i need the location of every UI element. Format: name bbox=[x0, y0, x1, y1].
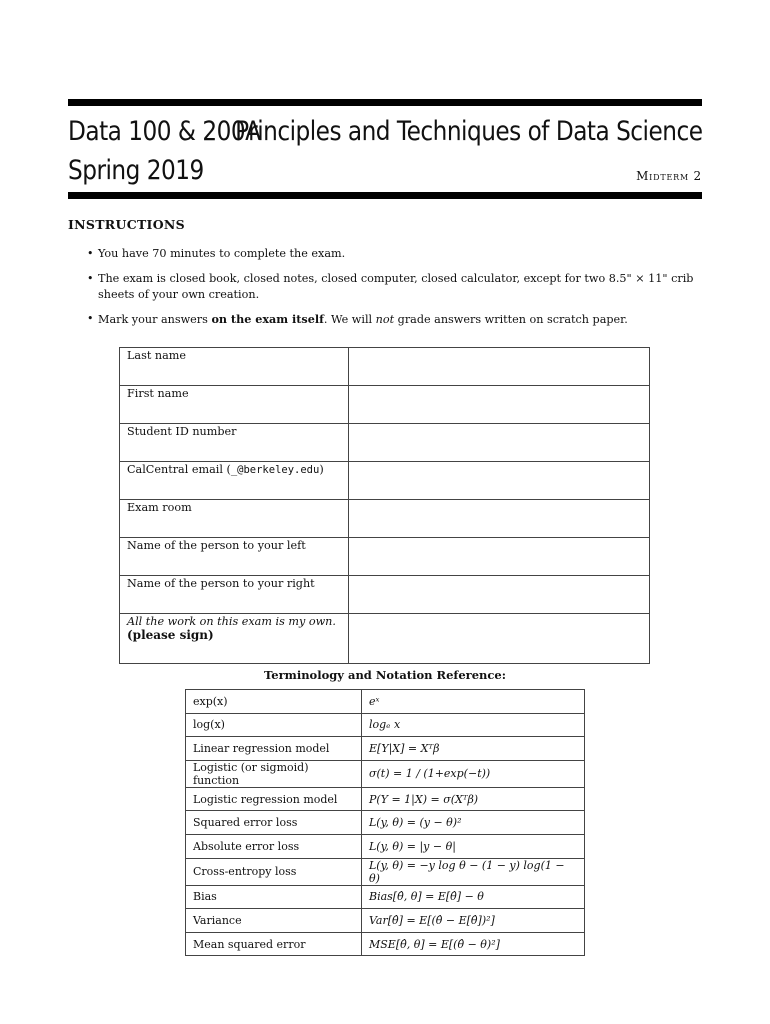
notation-cell: L(y, θ) = |y − θ| bbox=[362, 834, 585, 858]
instruction-text: The exam is closed book, closed notes, closed computer, closed calculator, except for two 8.5" × 11" crib sheets of your own creation. bbox=[98, 271, 694, 301]
notation-cell: σ(t) = 1 / (1+exp(−t)) bbox=[362, 760, 585, 787]
instructions-list bbox=[68, 246, 708, 337]
exam-room-field[interactable] bbox=[349, 500, 650, 538]
info-label: Name of the person to your right bbox=[120, 576, 349, 614]
notation-cell: Bias[θ̂, θ] = E[θ̂] − θ bbox=[362, 885, 585, 909]
notation-cell: Var[θ̂] = E[(θ̂ − E[θ̂])²] bbox=[362, 909, 585, 933]
term-cell: Squared error loss bbox=[186, 811, 362, 835]
table-row bbox=[186, 932, 585, 956]
top-rule bbox=[68, 99, 702, 106]
bullet-icon: • bbox=[87, 271, 94, 285]
bullet-icon: • bbox=[87, 247, 94, 260]
exam-name: Midterm 2 bbox=[636, 169, 702, 183]
info-label: Name of the person to your left bbox=[120, 538, 349, 576]
email-field[interactable] bbox=[349, 462, 650, 500]
notation-cell: E[Y|X] = Xᵀβ bbox=[362, 737, 585, 761]
term-cell: Cross-entropy loss bbox=[186, 858, 362, 885]
signature-label: All the work on this exam is my own. (please sign) bbox=[120, 614, 349, 664]
term-cell: log(x) bbox=[186, 713, 362, 737]
info-label: Student ID number bbox=[120, 424, 349, 462]
info-label: First name bbox=[120, 386, 349, 424]
course-title: Principles and Techniques of Data Science bbox=[234, 116, 702, 147]
last-name-field[interactable] bbox=[349, 348, 650, 386]
instructions-heading: INSTRUCTIONS bbox=[68, 217, 185, 232]
info-row bbox=[120, 500, 650, 538]
info-row bbox=[120, 424, 650, 462]
notation-cell: MSE[θ̂, θ] = E[(θ̂ − θ)²] bbox=[362, 932, 585, 956]
info-label: CalCentral email (_@berkeley.edu) bbox=[120, 462, 349, 500]
notation-cell: eˣ bbox=[362, 690, 585, 714]
term-cell: Logistic (or sigmoid) function bbox=[186, 760, 362, 787]
table-row bbox=[186, 713, 585, 737]
term-cell: Mean squared error bbox=[186, 932, 362, 956]
notation-cell: L(y, θ) = −y log θ − (1 − y) log(1 − θ) bbox=[362, 858, 585, 885]
notation-cell: P(Y = 1|X) = σ(Xᵀβ) bbox=[362, 787, 585, 811]
term-cell: Absolute error loss bbox=[186, 834, 362, 858]
table-row bbox=[186, 760, 585, 787]
bullet-icon: • bbox=[87, 312, 94, 325]
term-cell: exp(x) bbox=[186, 690, 362, 714]
info-label: Last name bbox=[120, 348, 349, 386]
table-row bbox=[186, 787, 585, 811]
instruction-text: . We will bbox=[323, 313, 376, 326]
instruction-item bbox=[68, 271, 708, 303]
info-row bbox=[120, 614, 650, 664]
instruction-emphasis: not bbox=[375, 313, 395, 326]
instruction-text: You have 70 minutes to complete the exam. bbox=[98, 247, 346, 260]
info-row bbox=[120, 538, 650, 576]
table-row bbox=[186, 811, 585, 835]
signature-field[interactable] bbox=[349, 614, 650, 664]
instruction-item bbox=[68, 311, 708, 328]
instruction-emphasis: on the exam itself bbox=[211, 312, 324, 326]
info-row bbox=[120, 386, 650, 424]
student-info-table bbox=[119, 347, 650, 664]
semester: Spring 2019 bbox=[68, 155, 204, 186]
first-name-field[interactable] bbox=[349, 386, 650, 424]
notation-cell: logₑ x bbox=[362, 713, 585, 737]
instruction-text: Mark your answers bbox=[98, 313, 212, 326]
info-row bbox=[120, 462, 650, 500]
term-cell: Linear regression model bbox=[186, 737, 362, 761]
info-label: Exam room bbox=[120, 500, 349, 538]
terminology-heading: Terminology and Notation Reference: bbox=[264, 668, 506, 682]
left-neighbor-field[interactable] bbox=[349, 538, 650, 576]
table-row bbox=[186, 737, 585, 761]
table-row bbox=[186, 858, 585, 885]
notation-cell: L(y, θ) = (y − θ)² bbox=[362, 811, 585, 835]
table-row bbox=[186, 690, 585, 714]
student-id-field[interactable] bbox=[349, 424, 650, 462]
table-row bbox=[186, 834, 585, 858]
terminology-table bbox=[185, 689, 585, 956]
course-name: Data 100 & 200A bbox=[68, 116, 261, 147]
term-cell: Bias bbox=[186, 885, 362, 909]
instruction-text: grade answers written on scratch paper. bbox=[394, 313, 628, 326]
term-cell: Variance bbox=[186, 909, 362, 933]
right-neighbor-field[interactable] bbox=[349, 576, 650, 614]
bottom-rule bbox=[68, 192, 702, 199]
instruction-item bbox=[68, 246, 708, 262]
term-cell: Logistic regression model bbox=[186, 787, 362, 811]
info-row bbox=[120, 576, 650, 614]
table-row bbox=[186, 909, 585, 933]
info-row bbox=[120, 348, 650, 386]
table-row bbox=[186, 885, 585, 909]
